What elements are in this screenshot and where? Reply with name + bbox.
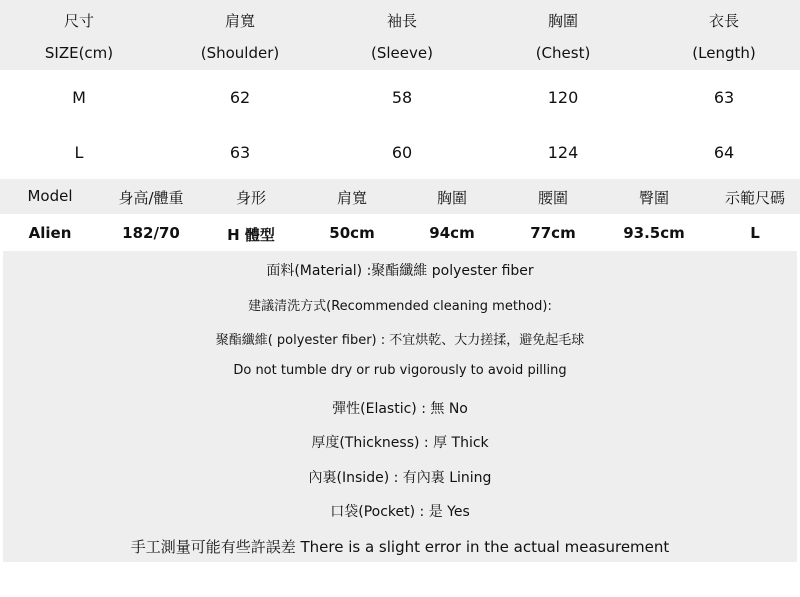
model-table-header — [0, 179, 800, 214]
header-body-type: 身形 — [235, 189, 267, 207]
header-size-zh: 尺寸 — [63, 12, 95, 30]
model-table-row — [0, 214, 800, 251]
shoulder-value: 63 — [229, 143, 251, 162]
model-shoulder: 50cm — [329, 224, 375, 242]
material-line: 面料(Material) :聚酯纖維 polyester fiber — [266, 263, 534, 279]
header-sleeve-zh: 袖長 — [386, 12, 418, 30]
header-length-zh: 衣長 — [708, 12, 740, 30]
header-chest-en: (Chest) — [535, 44, 591, 62]
header-sleeve-en: (Sleeve) — [371, 44, 433, 62]
header-waist: 腰圍 — [537, 189, 569, 207]
header-height-weight: 身高/體重 — [118, 189, 184, 207]
header-shoulder-en: (Shoulder) — [200, 44, 280, 62]
shoulder-value: 62 — [229, 88, 251, 107]
inside-line: 內裏(Inside) : 有內裏 Lining — [308, 470, 492, 486]
size-row-l — [0, 135, 800, 171]
header-shoulder: 肩寬 — [336, 189, 368, 207]
sleeve-value: 60 — [391, 143, 413, 162]
model-body-type: H 體型 — [227, 226, 275, 244]
model-waist: 77cm — [530, 224, 576, 242]
cleaning-instructions-zh: 聚酯纖維( polyester fiber) : 不宜烘乾、大力搓揉，避免起毛球 — [215, 333, 585, 348]
model-name: Alien — [28, 224, 72, 242]
product-info-section — [3, 251, 797, 562]
sleeve-value: 58 — [391, 88, 413, 107]
model-hip: 93.5cm — [623, 224, 685, 242]
size-label: M — [72, 88, 86, 107]
size-chart-header — [0, 0, 800, 70]
header-size-en: SIZE(cm) — [44, 44, 114, 62]
chest-value: 120 — [547, 88, 579, 107]
header-model-size: 示範尺碼 — [724, 189, 786, 207]
header-chest: 胸圍 — [436, 189, 468, 207]
header-hip: 臀圍 — [638, 189, 670, 207]
chest-value: 124 — [547, 143, 579, 162]
thickness-line: 厚度(Thickness) : 厚 Thick — [311, 435, 489, 451]
cleaning-instructions-en: Do not tumble dry or rub vigorously to avoid pilling — [233, 363, 567, 378]
elastic-line: 彈性(Elastic) : 無 No — [332, 401, 468, 417]
header-shoulder-zh: 肩寬 — [224, 12, 256, 30]
pocket-line: 口袋(Pocket) : 是 Yes — [330, 504, 470, 520]
size-label: L — [74, 143, 84, 162]
header-length-en: (Length) — [692, 44, 756, 62]
size-row-m — [0, 80, 800, 116]
cleaning-title: 建議清洗方式(Recommended cleaning method): — [248, 299, 552, 314]
measurement-note: 手工測量可能有些許誤差 There is a slight error in the actual measurement — [130, 538, 670, 556]
length-value: 64 — [713, 143, 735, 162]
header-model: Model — [27, 187, 73, 205]
model-chest: 94cm — [429, 224, 475, 242]
length-value: 63 — [713, 88, 735, 107]
model-height-weight: 182/70 — [122, 224, 180, 242]
header-chest-zh: 胸圍 — [547, 12, 579, 30]
model-size: L — [750, 224, 760, 242]
